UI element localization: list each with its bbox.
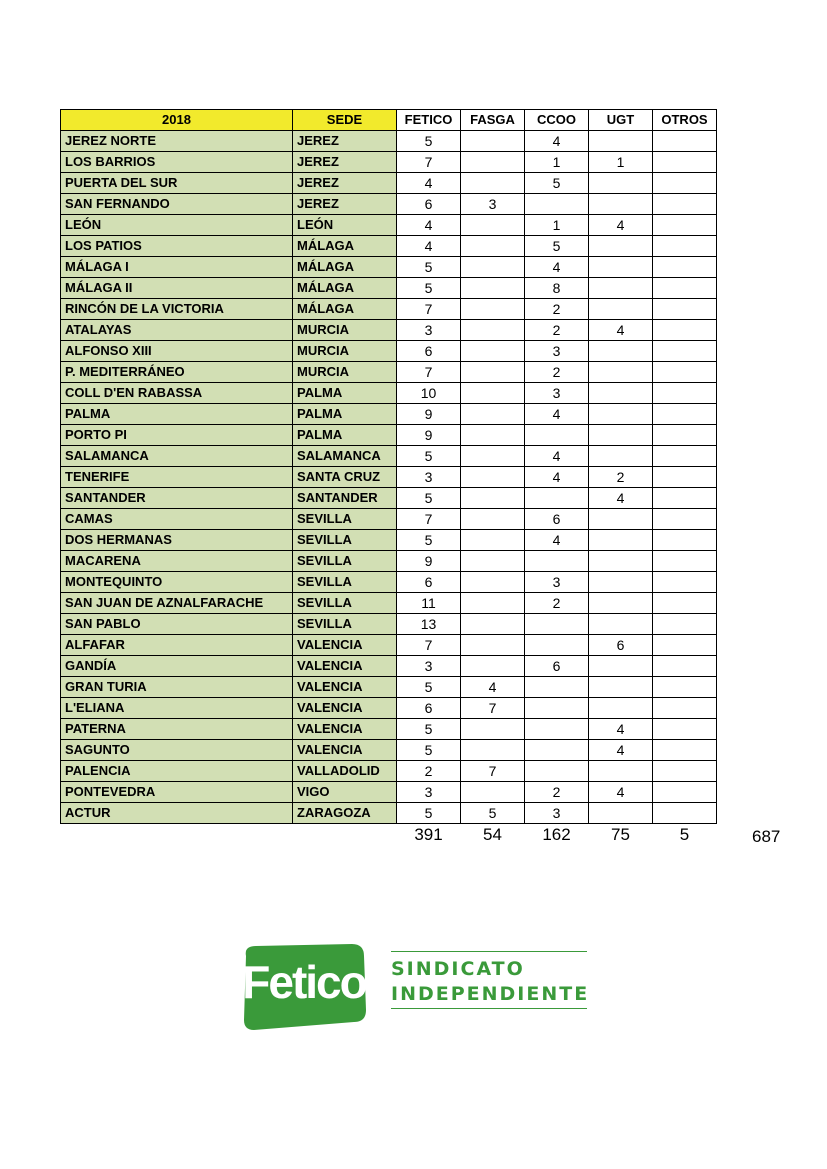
vote-cell [589,383,653,404]
vote-cell [653,803,717,824]
vote-cell [589,614,653,635]
vote-cell [461,530,525,551]
vote-cell: 5 [525,236,589,257]
vote-cell [589,299,653,320]
vote-cell [653,488,717,509]
sede-cell: SEVILLA [293,530,397,551]
table-row [61,257,717,278]
vote-cell [653,572,717,593]
table-row [61,698,717,719]
vote-cell [525,740,589,761]
vote-cell [461,425,525,446]
centre-name-cell: ATALAYAS [61,320,293,341]
vote-cell: 4 [397,215,461,236]
sede-cell: LEÓN [293,215,397,236]
centre-name-cell: PUERTA DEL SUR [61,173,293,194]
vote-cell: 3 [525,803,589,824]
vote-cell [653,593,717,614]
vote-cell: 4 [461,677,525,698]
sede-cell: VIGO [293,782,397,803]
vote-cell [461,635,525,656]
vote-cell [461,572,525,593]
vote-cell: 4 [525,446,589,467]
table-row [61,530,717,551]
vote-cell: 5 [461,803,525,824]
vote-cell [653,698,717,719]
vote-cell: 5 [397,257,461,278]
vote-cell: 2 [397,761,461,782]
vote-cell: 6 [397,194,461,215]
vote-cell [653,320,717,341]
sede-cell: MÁLAGA [293,299,397,320]
header-fetico: FETICO [397,110,461,131]
vote-cell: 3 [461,194,525,215]
vote-cell [525,488,589,509]
vote-cell: 10 [397,383,461,404]
centre-name-cell: MONTEQUINTO [61,572,293,593]
centre-name-cell: DOS HERMANAS [61,530,293,551]
vote-cell [461,320,525,341]
logo-bottom-rule [391,1008,587,1009]
sede-cell: SEVILLA [293,593,397,614]
centre-name-cell: SAN PABLO [61,614,293,635]
sede-cell: SEVILLA [293,572,397,593]
vote-cell [653,467,717,488]
vote-cell [653,677,717,698]
vote-cell [525,761,589,782]
table-row [61,572,717,593]
logo-line-2: INDEPENDIENTE [391,983,590,1005]
vote-cell [653,530,717,551]
table-row [61,425,717,446]
vote-cell [653,278,717,299]
vote-cell: 5 [397,488,461,509]
centre-name-cell: MÁLAGA II [61,278,293,299]
table-row [61,131,717,152]
vote-cell [525,698,589,719]
header-year: 2018 [61,110,293,131]
sede-cell: SEVILLA [293,551,397,572]
vote-cell: 4 [397,173,461,194]
vote-cell [589,362,653,383]
sede-cell: MURCIA [293,341,397,362]
table-row [61,551,717,572]
vote-cell: 5 [397,278,461,299]
sede-cell: PALMA [293,383,397,404]
sede-cell: VALENCIA [293,635,397,656]
centre-name-cell: SANTANDER [61,488,293,509]
table-row [61,236,717,257]
vote-cell: 2 [525,299,589,320]
vote-cell: 5 [397,530,461,551]
vote-cell: 6 [397,572,461,593]
logo-line-1: SINDICATO [391,958,525,980]
vote-cell [525,635,589,656]
vote-cell [461,341,525,362]
vote-cell: 4 [525,530,589,551]
vote-cell [461,236,525,257]
centre-name-cell: SALAMANCA [61,446,293,467]
header-ugt: UGT [589,110,653,131]
vote-cell: 4 [525,257,589,278]
vote-cell [653,551,717,572]
vote-cell [589,194,653,215]
table-row [61,299,717,320]
centre-name-cell: PALMA [61,404,293,425]
vote-cell [525,614,589,635]
table-row [61,740,717,761]
sede-cell: JEREZ [293,173,397,194]
sede-cell: JEREZ [293,131,397,152]
vote-cell [461,488,525,509]
vote-cell [653,194,717,215]
vote-cell [589,698,653,719]
vote-cell: 7 [461,761,525,782]
centre-name-cell: L'ELIANA [61,698,293,719]
sede-cell: MURCIA [293,362,397,383]
table-row [61,341,717,362]
vote-cell [525,719,589,740]
vote-cell [461,509,525,530]
vote-cell: 5 [397,719,461,740]
vote-cell: 4 [525,404,589,425]
vote-cell: 2 [525,320,589,341]
total-cell: 75 [611,825,630,844]
vote-cell: 1 [589,152,653,173]
table-row [61,173,717,194]
vote-cell [653,446,717,467]
vote-cell [589,446,653,467]
vote-cell [589,551,653,572]
centre-name-cell: LOS PATIOS [61,236,293,257]
vote-cell: 4 [589,488,653,509]
vote-cell: 6 [397,341,461,362]
vote-cell [653,740,717,761]
centre-name-cell: PATERNA [61,719,293,740]
sede-cell: JEREZ [293,152,397,173]
vote-cell: 7 [397,362,461,383]
vote-cell: 3 [525,572,589,593]
vote-cell: 2 [525,782,589,803]
vote-cell [589,530,653,551]
vote-cell [653,509,717,530]
sede-cell: VALLADOLID [293,761,397,782]
table-row [61,761,717,782]
vote-cell: 4 [397,236,461,257]
centre-name-cell: LOS BARRIOS [61,152,293,173]
vote-cell: 4 [589,320,653,341]
table-row [61,383,717,404]
sede-cell: JEREZ [293,194,397,215]
vote-cell [589,677,653,698]
table-row [61,488,717,509]
centre-name-cell: MÁLAGA I [61,257,293,278]
centre-name-cell: CAMAS [61,509,293,530]
vote-cell: 4 [589,215,653,236]
vote-cell: 9 [397,425,461,446]
centre-name-cell: ALFAFAR [61,635,293,656]
vote-cell [461,446,525,467]
vote-cell [589,803,653,824]
logo-brand-text: Fetico [242,956,366,1008]
vote-cell: 5 [397,740,461,761]
vote-cell [461,299,525,320]
fetico-logo [240,942,590,1034]
table-row [61,593,717,614]
vote-cell [653,173,717,194]
vote-cell [461,656,525,677]
vote-cell [653,656,717,677]
centre-name-cell: GRAN TURIA [61,677,293,698]
sede-cell: MURCIA [293,320,397,341]
sede-cell: SEVILLA [293,509,397,530]
totals-row [61,824,717,847]
table-row [61,467,717,488]
sede-cell: VALENCIA [293,740,397,761]
table-row [61,782,717,803]
centre-name-cell: P. MEDITERRÁNEO [61,362,293,383]
vote-cell: 1 [525,152,589,173]
vote-cell: 4 [589,782,653,803]
vote-cell: 7 [397,635,461,656]
total-cell: 54 [483,825,502,844]
sede-cell: VALENCIA [293,719,397,740]
vote-cell [461,782,525,803]
vote-cell [461,593,525,614]
vote-cell [461,740,525,761]
vote-cell: 6 [589,635,653,656]
table-row [61,278,717,299]
table-row [61,719,717,740]
sede-cell: PALMA [293,425,397,446]
sede-cell: VALENCIA [293,698,397,719]
table-row [61,656,717,677]
table-row [61,614,717,635]
table-row [61,194,717,215]
vote-cell [461,278,525,299]
centre-name-cell: JEREZ NORTE [61,131,293,152]
vote-cell: 9 [397,404,461,425]
table-body [61,131,717,847]
header-ccoo: CCOO [525,110,589,131]
vote-cell [461,257,525,278]
sede-cell: ZARAGOZA [293,803,397,824]
vote-cell: 5 [397,131,461,152]
sede-cell: SANTANDER [293,488,397,509]
vote-cell [653,404,717,425]
vote-cell: 6 [525,656,589,677]
total-cell: 391 [414,825,443,844]
total-cell: 5 [679,825,690,844]
vote-cell: 9 [397,551,461,572]
vote-cell [461,467,525,488]
vote-cell: 5 [397,677,461,698]
vote-cell [653,782,717,803]
vote-cell: 7 [397,509,461,530]
vote-cell: 4 [589,719,653,740]
table-row [61,152,717,173]
totals-spacer [61,824,293,847]
vote-cell: 2 [525,362,589,383]
vote-cell [589,593,653,614]
vote-cell [653,152,717,173]
vote-cell: 3 [525,383,589,404]
sede-cell: MÁLAGA [293,236,397,257]
centre-name-cell: MACARENA [61,551,293,572]
vote-cell [461,173,525,194]
vote-cell: 7 [461,698,525,719]
table-header-row [61,110,717,131]
vote-cell: 4 [525,131,589,152]
table-row [61,446,717,467]
vote-cell [653,425,717,446]
vote-cell: 11 [397,593,461,614]
vote-cell [653,236,717,257]
centre-name-cell: PALENCIA [61,761,293,782]
union-results-table [60,109,717,846]
centre-name-cell: COLL D'EN RABASSA [61,383,293,404]
totals-spacer [293,824,397,847]
vote-cell [589,257,653,278]
vote-cell: 1 [525,215,589,236]
centre-name-cell: GANDÍA [61,656,293,677]
vote-cell: 4 [589,740,653,761]
vote-cell [525,551,589,572]
table-row [61,215,717,236]
table-row [61,635,717,656]
vote-cell [589,761,653,782]
vote-cell [525,677,589,698]
total-cell: 162 [542,825,571,844]
sede-cell: MÁLAGA [293,278,397,299]
vote-cell [653,761,717,782]
vote-cell [589,425,653,446]
vote-cell [589,236,653,257]
vote-cell [461,152,525,173]
vote-cell [461,383,525,404]
table-row [61,803,717,824]
vote-cell [589,572,653,593]
vote-cell: 3 [397,467,461,488]
centre-name-cell: SAN FERNANDO [61,194,293,215]
vote-cell [653,362,717,383]
centre-name-cell: RINCÓN DE LA VICTORIA [61,299,293,320]
centre-name-cell: SAN JUAN DE AZNALFARACHE [61,593,293,614]
vote-cell [461,215,525,236]
vote-cell: 5 [397,803,461,824]
vote-cell: 3 [397,782,461,803]
sede-cell: VALENCIA [293,677,397,698]
vote-cell: 13 [397,614,461,635]
vote-cell [525,194,589,215]
sede-cell: SEVILLA [293,614,397,635]
centre-name-cell: ALFONSO XIII [61,341,293,362]
vote-cell [461,551,525,572]
table-row [61,404,717,425]
vote-cell: 2 [589,467,653,488]
vote-cell [525,425,589,446]
vote-cell [653,383,717,404]
centre-name-cell: PORTO PI [61,425,293,446]
vote-cell: 2 [525,593,589,614]
centre-name-cell: SAGUNTO [61,740,293,761]
table-row [61,320,717,341]
vote-cell [653,131,717,152]
vote-cell [589,278,653,299]
header-sede: SEDE [293,110,397,131]
vote-cell: 3 [525,341,589,362]
vote-cell: 6 [525,509,589,530]
sede-cell: SANTA CRUZ [293,467,397,488]
vote-cell: 3 [397,656,461,677]
vote-cell [653,614,717,635]
vote-cell [589,173,653,194]
vote-cell [589,131,653,152]
centre-name-cell: LEÓN [61,215,293,236]
vote-cell: 7 [397,299,461,320]
vote-cell [589,404,653,425]
vote-cell [461,404,525,425]
vote-cell [653,215,717,236]
vote-cell [461,362,525,383]
vote-cell [461,614,525,635]
vote-cell: 6 [397,698,461,719]
vote-cell [653,299,717,320]
grand-total: 687 [752,827,781,846]
logo-top-rule [391,951,587,952]
vote-cell [461,131,525,152]
vote-cell [461,719,525,740]
table-row [61,677,717,698]
vote-cell [653,341,717,362]
vote-cell [589,656,653,677]
table-row [61,509,717,530]
sede-cell: SALAMANCA [293,446,397,467]
vote-cell [589,509,653,530]
vote-cell [653,719,717,740]
vote-cell: 4 [525,467,589,488]
header-fasga: FASGA [461,110,525,131]
centre-name-cell: PONTEVEDRA [61,782,293,803]
sede-cell: MÁLAGA [293,257,397,278]
sede-cell: VALENCIA [293,656,397,677]
vote-cell [589,341,653,362]
centre-name-cell: TENERIFE [61,467,293,488]
table-row [61,362,717,383]
vote-cell: 5 [397,446,461,467]
header-otros: OTROS [653,110,717,131]
vote-cell [653,635,717,656]
vote-cell: 7 [397,152,461,173]
centre-name-cell: ACTUR [61,803,293,824]
vote-cell: 8 [525,278,589,299]
vote-cell: 5 [525,173,589,194]
vote-cell: 3 [397,320,461,341]
vote-cell [653,257,717,278]
sede-cell: PALMA [293,404,397,425]
